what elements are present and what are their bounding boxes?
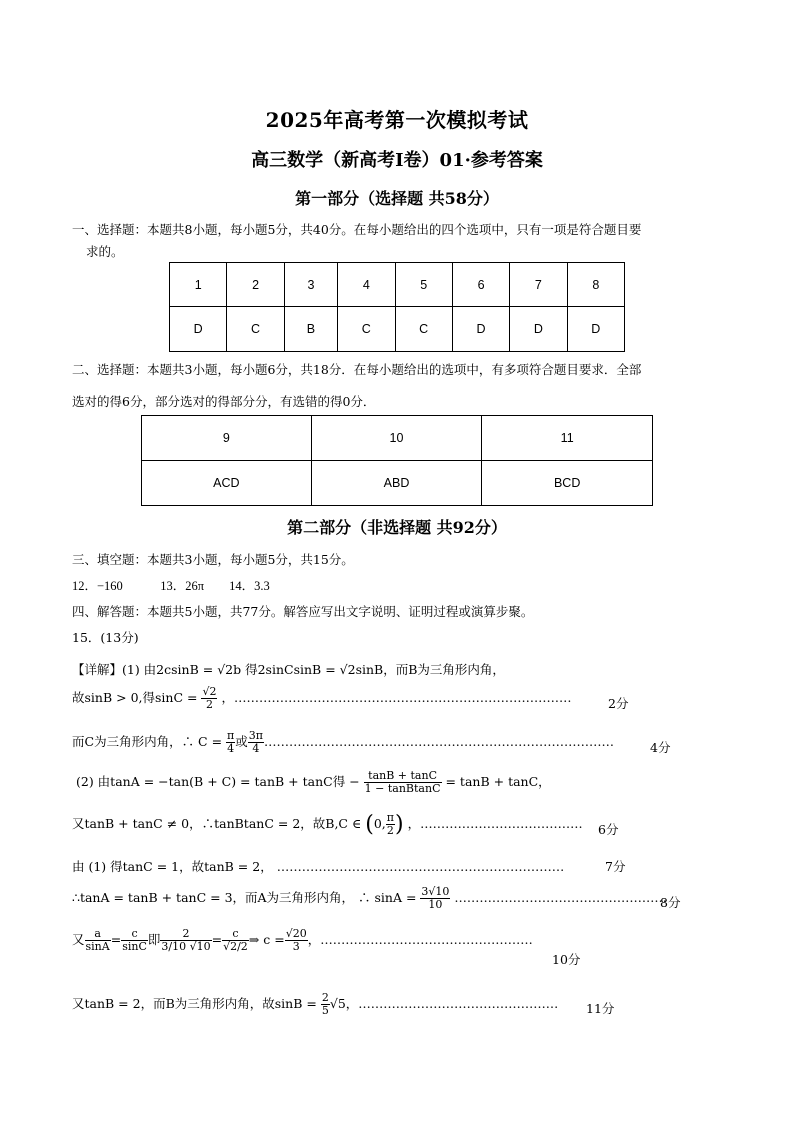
score-8: 8分	[660, 895, 681, 910]
table-cell-answer: D	[567, 307, 624, 352]
solution-line-2-text: 故sinB > 0,得sinC =	[72, 690, 198, 706]
part2-heading: 第二部分（非选择题 共92分）	[287, 518, 507, 537]
solution-line-4: (2) 由tanA = −tan(B + C) = tanB + tanC得 − $\frac{\tan B + \tan C}{\text{1 − tanBtanC}}$ = tanB + tanC，	[76, 769, 551, 796]
solution-line-8: 又 $\frac{a}{\sin A}$ = $\frac{c}{\sin C}$ 即 $\frac{2}{3/10 √10}$ = $\frac{c}{√2/2}$ ⇒ c = $\frac{√20}{3}$ ，……………………………………………	[72, 927, 533, 954]
fraction: $\frac{a}{\sin A}$	[85, 927, 110, 954]
page-subtitle: 高三数学（新高考Ⅰ卷）01·参考答案	[251, 150, 543, 171]
solve-description: 四、解答题：本题共5小题，共77分。解答应写出文字说明、证明过程或演算步聚。	[72, 604, 534, 619]
score-11: 11分	[586, 1001, 615, 1016]
table-cell-number: 4	[338, 263, 395, 307]
fraction: $\frac{√2}{2}$	[202, 685, 217, 712]
solution-line-2	[72, 686, 632, 711]
answer-table-multi-choice	[141, 415, 653, 506]
fraction: $\frac{2}{5}$	[321, 991, 329, 1018]
table-cell-number: 10	[311, 416, 482, 461]
table-cell-number: 5	[395, 263, 452, 307]
score-4: 4分	[650, 740, 671, 755]
question-15-label: 15．(13分)	[72, 630, 139, 645]
solution-line-6: 由 (1) 得tanC = 1，故tanB = 2， ……………………………………………………………	[72, 859, 565, 874]
table-cell-number: 7	[510, 263, 567, 307]
fraction: $\frac{3√10}{10}$	[421, 885, 450, 912]
solution-line-1: 【详解】(1) 由2csinB = √2b 得2sinCsinB = √2sinB，而B为三角形内角，	[72, 662, 505, 677]
table-cell-number: 9	[142, 416, 312, 461]
fraction: $\frac{c}{√2/2}$	[223, 927, 248, 954]
table-cell-answer: D	[510, 307, 567, 352]
answer-table-single-choice	[169, 262, 625, 352]
fill-blank-answers: 12．−160 13．26π 14．3.3	[72, 579, 270, 593]
leader-dots: …………………………………………………………………………	[264, 734, 615, 750]
leader-dots: ……………………………………………	[454, 890, 667, 906]
table-cell-answer: C	[227, 307, 284, 352]
leader-dots: ，…………………………………………	[345, 996, 559, 1012]
score-10: 10分	[552, 952, 581, 967]
solution-line-9: 又tanB = 2，而B为三角形内角，故sinB = $\frac{2}{5}$ √5，…………………………………………	[72, 991, 559, 1018]
score-7: 7分	[605, 859, 626, 874]
table-cell-answer: ABD	[311, 461, 482, 506]
fraction: $\frac{3\pi}{4}$	[248, 729, 264, 756]
fraction: $\frac{\tan B + \tan C}{\text{1 − tanBtanC}}$	[364, 769, 441, 796]
table-cell-number: 1	[170, 263, 227, 307]
page-title: 2025年高考第一次模拟考试	[265, 108, 529, 132]
leader-dots: ，……………………………………………	[307, 932, 533, 948]
solution-line-5: 又tanB + tanC ≠ 0，∴tanBtanC = 2，故B,C ∈ (0, $\frac{\pi}{2}$ ) ，…………………………………	[72, 811, 583, 838]
solution-line-7: ∴tanA = tanB + tanC = 3，而A为三角形内角， ∴ sinA = $\frac{3√10}{10}$ ……………………………………………	[72, 885, 667, 912]
q1-description-line1: 一、选择题：本题共8小题，每小题5分，共40分。在每小题给出的四个选项中，只有一项是符合题目要	[72, 222, 642, 237]
table-cell-number: 11	[482, 416, 653, 461]
fraction: $\frac{\pi}{2}$	[386, 811, 394, 838]
table-cell-number: 8	[567, 263, 624, 307]
fraction: $\frac{c}{\sin C}$	[122, 927, 147, 954]
score-6: 6分	[598, 822, 619, 837]
table-cell-answer: ACD	[142, 461, 312, 506]
leader-dots: ，………………………………………………………………………	[221, 690, 572, 706]
table-cell-number: 6	[452, 263, 509, 307]
fraction: $\frac{\pi}{4}$	[227, 729, 235, 756]
fill-blank-description: 三、填空题：本题共3小题，每小题5分，共15分。	[72, 552, 354, 567]
q2-description-line2: 选对的得6分，部分选对的得部分分，有选错的得0分．	[72, 394, 376, 409]
table-cell-answer: C	[395, 307, 452, 352]
fraction: $\frac{2}{3/10 √10}$	[161, 927, 211, 954]
table-cell-answer: D	[452, 307, 509, 352]
solution-line-3: 而C为三角形内角，∴ C = $\frac{\pi}{4}$ 或 $\frac{3\pi}{4}$ …………………………………………………………………………	[72, 729, 615, 756]
leader-dots: ……………………………………………………………	[276, 859, 565, 874]
q2-description-line1: 二、选择题：本题共3小题，每小题6分，共18分．在每小题给出的选项中，有多项符合题目要求．全部	[72, 362, 642, 377]
table-cell-number: 2	[227, 263, 284, 307]
q1-description-line2: 求的。	[86, 244, 124, 259]
table-cell-number: 3	[284, 263, 337, 307]
solution-line-3-text: 而C为三角形内角，∴ C =	[72, 734, 223, 750]
table-cell-answer: BCD	[482, 461, 653, 506]
table-cell-answer: D	[170, 307, 227, 352]
fraction: $\frac{√20}{3}$	[285, 927, 307, 954]
table-cell-answer: B	[284, 307, 337, 352]
score-2: 2分	[608, 696, 629, 711]
leader-dots: ，…………………………………	[407, 816, 583, 832]
table-cell-answer: C	[338, 307, 395, 352]
part1-heading: 第一部分（选择题 共58分）	[295, 189, 499, 208]
